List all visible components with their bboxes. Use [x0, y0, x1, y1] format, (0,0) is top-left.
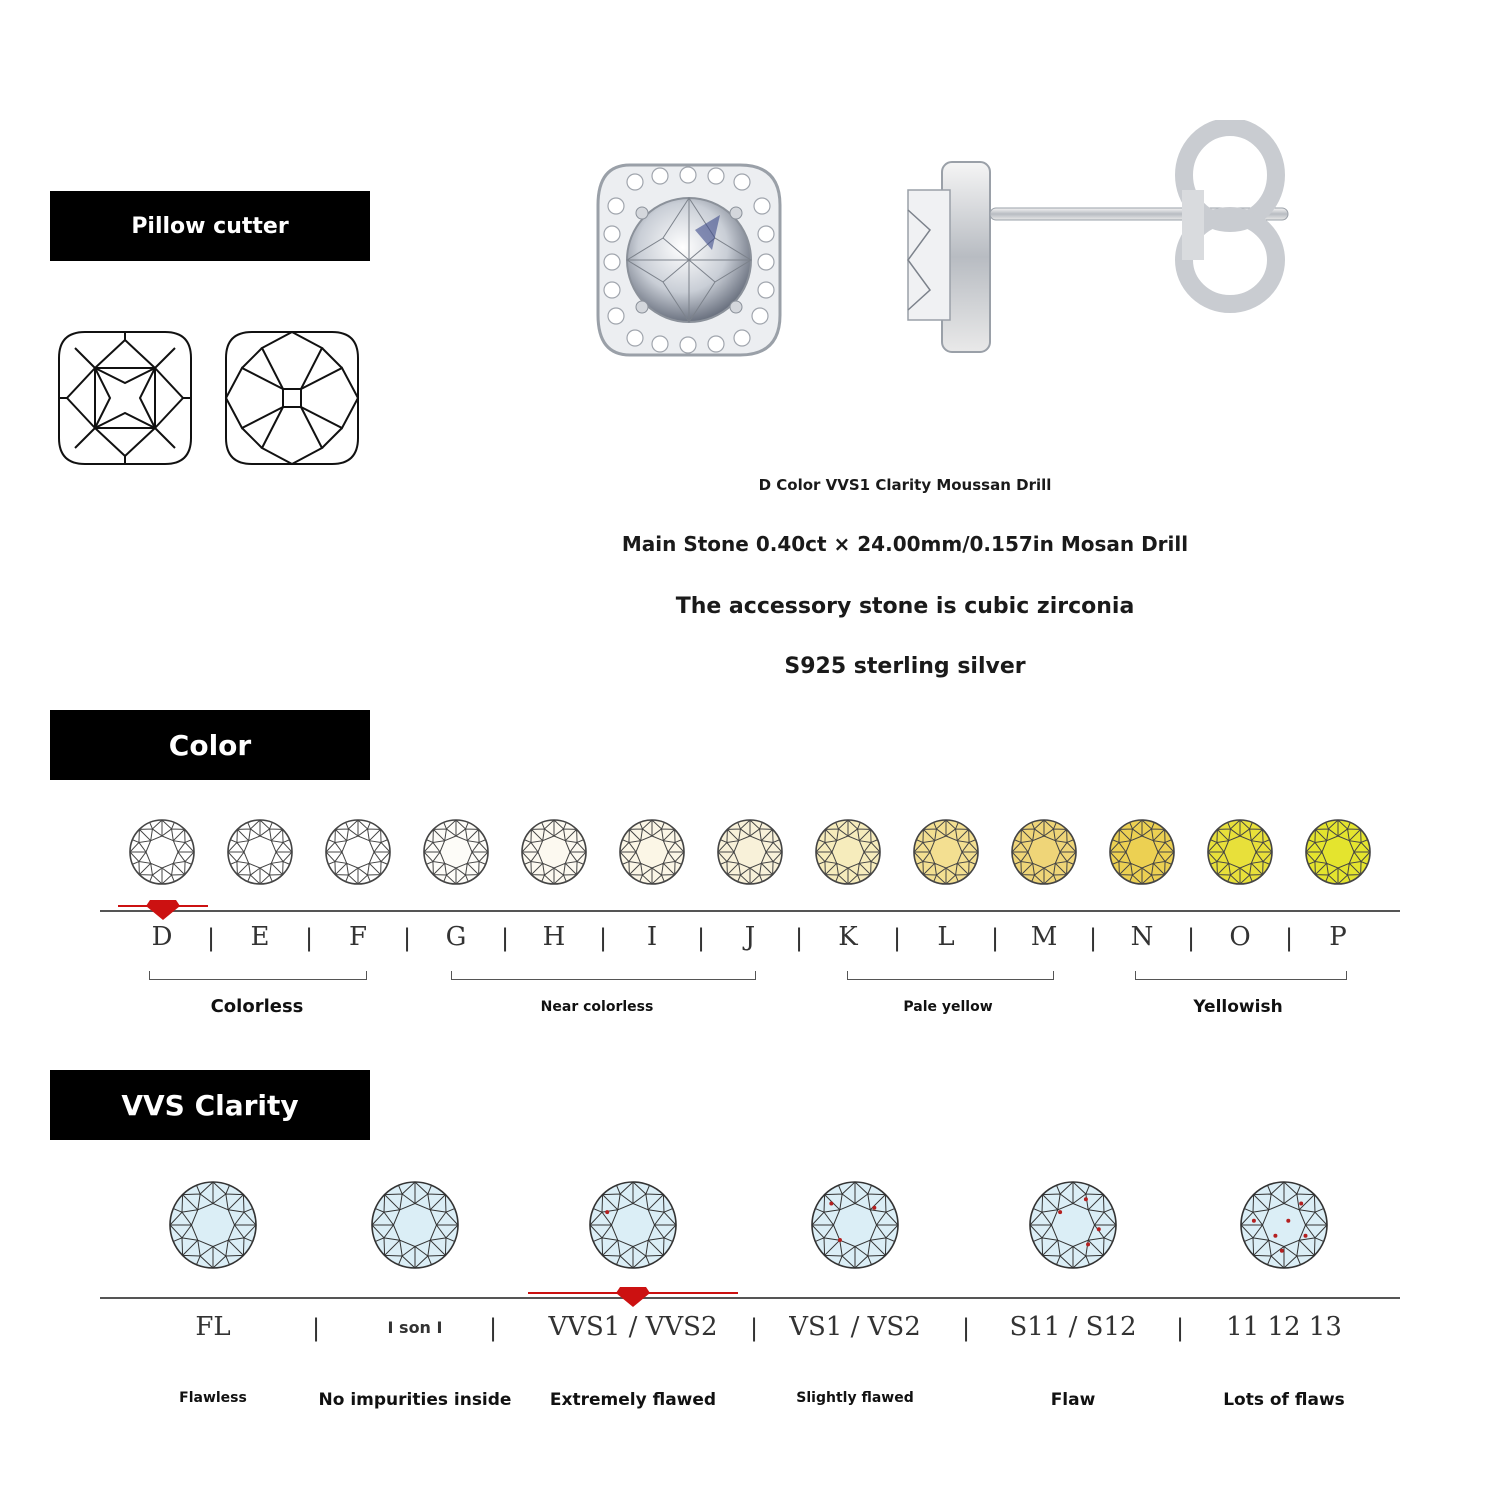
grade-separator: |: [598, 924, 608, 952]
color-stone-h: [520, 818, 588, 890]
clarity-stone: [810, 1180, 900, 1274]
group-label-pale-yellow: Pale yellow: [903, 999, 993, 1015]
grade-separator: |: [990, 924, 1000, 952]
color-stone-i: [618, 818, 686, 890]
clarity-scale-axis: [100, 1297, 1400, 1299]
color-heading: [50, 710, 370, 780]
color-stone-n: [1108, 818, 1176, 890]
clarity-grade: VS1 / VS2: [789, 1312, 921, 1342]
spec-line-2: Main Stone 0.40ct × 24.00mm/0.157in Mosan Drill: [621, 532, 1189, 556]
earring-product-image: [590, 120, 1300, 450]
clarity-stone: [370, 1180, 460, 1274]
clarity-selected-marker-icon: [616, 1285, 650, 1307]
earring-side-view: [908, 127, 1288, 352]
clarity-label: Flaw: [1050, 1390, 1096, 1410]
clarity-heading-text: VVS Clarity: [121, 1088, 299, 1122]
clarity-grade: I son I: [387, 1318, 443, 1337]
clarity-stone: [1028, 1180, 1118, 1274]
color-stone-g: [422, 818, 490, 890]
grade-separator: |: [311, 1314, 321, 1342]
color-grade-f: F: [348, 922, 368, 952]
color-grade-m: M: [1030, 922, 1058, 952]
color-stone-j: [716, 818, 784, 890]
earring-front-view: [598, 165, 780, 355]
pale-yellow-bracket: [847, 971, 1054, 980]
color-grade-o: O: [1229, 922, 1251, 952]
color-stone-l: [912, 818, 980, 890]
color-heading-text: Color: [168, 728, 252, 762]
clarity-label: No impurities inside: [318, 1390, 512, 1410]
near-colorless-bracket: [451, 971, 756, 980]
color-grade-n: N: [1130, 922, 1154, 952]
clarity-stone: [1239, 1180, 1329, 1274]
shape-heading-text: Pillow cutter: [131, 213, 289, 239]
clarity-grade: 11 12 13: [1226, 1312, 1342, 1342]
color-grade-p: P: [1329, 922, 1347, 952]
clarity-label: Slightly flawed: [796, 1390, 914, 1406]
clarity-grade: FL: [195, 1312, 231, 1342]
clarity-label: Lots of flaws: [1223, 1390, 1345, 1410]
color-grade-h: H: [542, 922, 566, 952]
color-grade-d: D: [151, 922, 173, 952]
grade-separator: |: [1284, 924, 1294, 952]
group-label-near-colorless: Near colorless: [540, 999, 654, 1015]
clarity-grade: S11 / S12: [1009, 1312, 1137, 1342]
group-label-yellowish: Yellowish: [1193, 997, 1283, 1017]
color-selected-marker-icon: [146, 898, 180, 920]
color-scale-axis: [100, 910, 1400, 912]
grade-separator: |: [488, 1314, 498, 1342]
color-stone-p: [1304, 818, 1372, 890]
clarity-heading: [50, 1070, 370, 1140]
color-stone-d: [128, 818, 196, 890]
grade-separator: |: [304, 924, 314, 952]
color-stone-o: [1206, 818, 1274, 890]
color-stone-m: [1010, 818, 1078, 890]
color-grade-e: E: [250, 922, 270, 952]
shape-heading: [50, 191, 370, 261]
clarity-stone: [588, 1180, 678, 1274]
grade-separator: |: [500, 924, 510, 952]
grade-separator: |: [961, 1314, 971, 1342]
color-stone-k: [814, 818, 882, 890]
color-grade-k: K: [838, 922, 858, 952]
cushion-cut-pavilion-diagram: [222, 328, 362, 468]
clarity-label: Extremely flawed: [549, 1390, 717, 1410]
colorless-bracket: [149, 971, 367, 980]
clarity-label: Flawless: [179, 1390, 247, 1406]
clarity-stone: [168, 1180, 258, 1274]
color-grade-l: L: [937, 922, 955, 952]
grade-separator: |: [206, 924, 216, 952]
group-label-colorless: Colorless: [210, 996, 304, 1017]
grade-separator: |: [1088, 924, 1098, 952]
color-grade-g: G: [445, 922, 467, 952]
grade-separator: |: [402, 924, 412, 952]
grade-separator: |: [749, 1314, 759, 1342]
yellowish-bracket: [1135, 971, 1347, 980]
grade-separator: |: [794, 924, 804, 952]
spec-line-4: S925 sterling silver: [784, 654, 1026, 679]
color-grade-j: J: [744, 922, 756, 952]
spec-line-1: D Color VVS1 Clarity Moussan Drill: [758, 476, 1052, 494]
color-stone-f: [324, 818, 392, 890]
grade-separator: |: [1186, 924, 1196, 952]
color-stone-e: [226, 818, 294, 890]
cushion-cut-crown-diagram: [55, 328, 195, 468]
grade-separator: |: [696, 924, 706, 952]
color-grade-i: I: [646, 922, 658, 952]
grade-separator: |: [892, 924, 902, 952]
spec-line-3: The accessory stone is cubic zirconia: [675, 594, 1135, 619]
clarity-grade: VVS1 / VVS2: [548, 1312, 718, 1342]
grade-separator: |: [1175, 1314, 1185, 1342]
